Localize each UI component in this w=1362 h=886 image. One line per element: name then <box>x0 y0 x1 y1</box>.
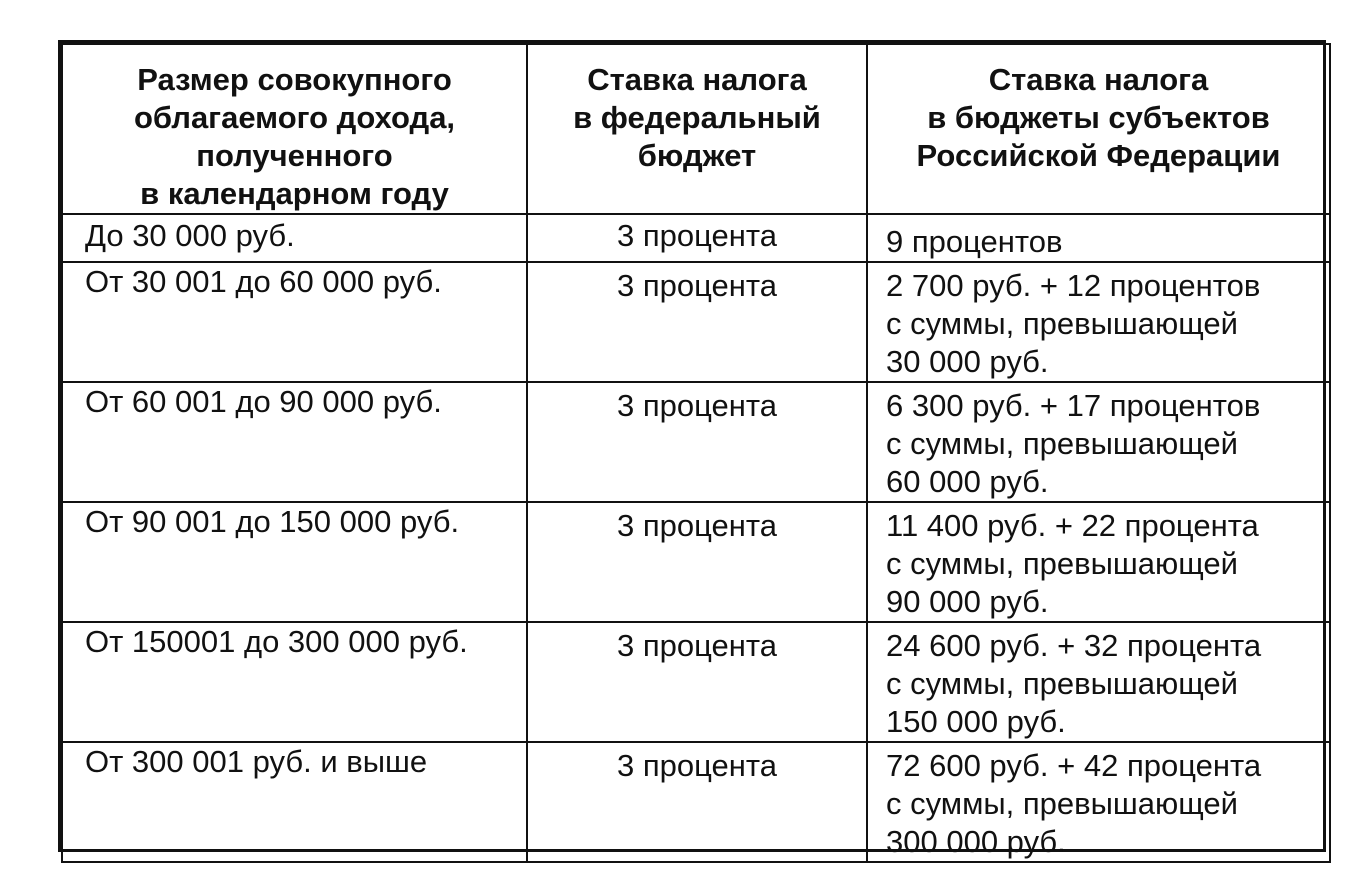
regional-rate-cell: 24 600 руб. + 32 процента с суммы, превышающей 150 000 руб. <box>867 622 1330 742</box>
federal-rate-cell: 3 процента <box>527 742 867 862</box>
header-federal-line: Ставка налога <box>587 62 807 97</box>
header-federal-line: в федеральный <box>573 100 821 135</box>
header-income-size <box>62 44 527 214</box>
header-regional-line: Российской Федерации <box>916 138 1281 173</box>
tax-rate-table <box>58 40 1326 859</box>
header-regional-line: Ставка налога <box>988 62 1209 97</box>
header-income-line: Размер совокупного <box>137 62 452 97</box>
table-row <box>62 214 1330 262</box>
header-regional-rate <box>867 44 1330 214</box>
federal-rate-cell: 3 процента <box>527 502 867 622</box>
header-federal-rate <box>527 44 867 214</box>
income-range-cell: От 60 001 до 90 000 руб. <box>62 382 527 502</box>
header-income-line: облагаемого дохода, <box>133 100 456 135</box>
header-regional-line: в бюджеты субъектов <box>927 100 1270 135</box>
table-row <box>62 262 1330 382</box>
regional-rate-cell: 2 700 руб. + 12 процентов с суммы, превышающей 30 000 руб. <box>867 262 1330 382</box>
table-row <box>62 382 1330 502</box>
income-range-cell: От 300 001 руб. и выше <box>62 742 527 862</box>
header-income-line: в календарном году <box>140 176 449 211</box>
regional-rate-cell: 9 процентов <box>867 214 1330 262</box>
federal-rate-cell: 3 процента <box>527 382 867 502</box>
federal-rate-cell: 3 процента <box>527 262 867 382</box>
federal-rate-cell: 3 процента <box>527 214 867 262</box>
income-range-cell: До 30 000 руб. <box>62 214 527 262</box>
regional-rate-cell: 11 400 руб. + 22 процента с суммы, превышающей 90 000 руб. <box>867 502 1330 622</box>
income-range-cell: От 30 001 до 60 000 руб. <box>62 262 527 382</box>
header-row <box>62 44 1330 214</box>
regional-rate-cell: 6 300 руб. + 17 процентов с суммы, превышающей 60 000 руб. <box>867 382 1330 502</box>
header-income-line: полученного <box>196 138 393 173</box>
income-range-cell: От 90 001 до 150 000 руб. <box>62 502 527 622</box>
header-federal-line: бюджет <box>637 138 757 173</box>
table-row <box>62 742 1330 862</box>
table-row <box>62 622 1330 742</box>
income-range-cell: От 150001 до 300 000 руб. <box>62 622 527 742</box>
regional-rate-cell: 72 600 руб. + 42 процента с суммы, превышающей 300 000 руб. <box>867 742 1330 862</box>
federal-rate-cell: 3 процента <box>527 622 867 742</box>
table-row <box>62 502 1330 622</box>
tax-table <box>61 43 1331 863</box>
